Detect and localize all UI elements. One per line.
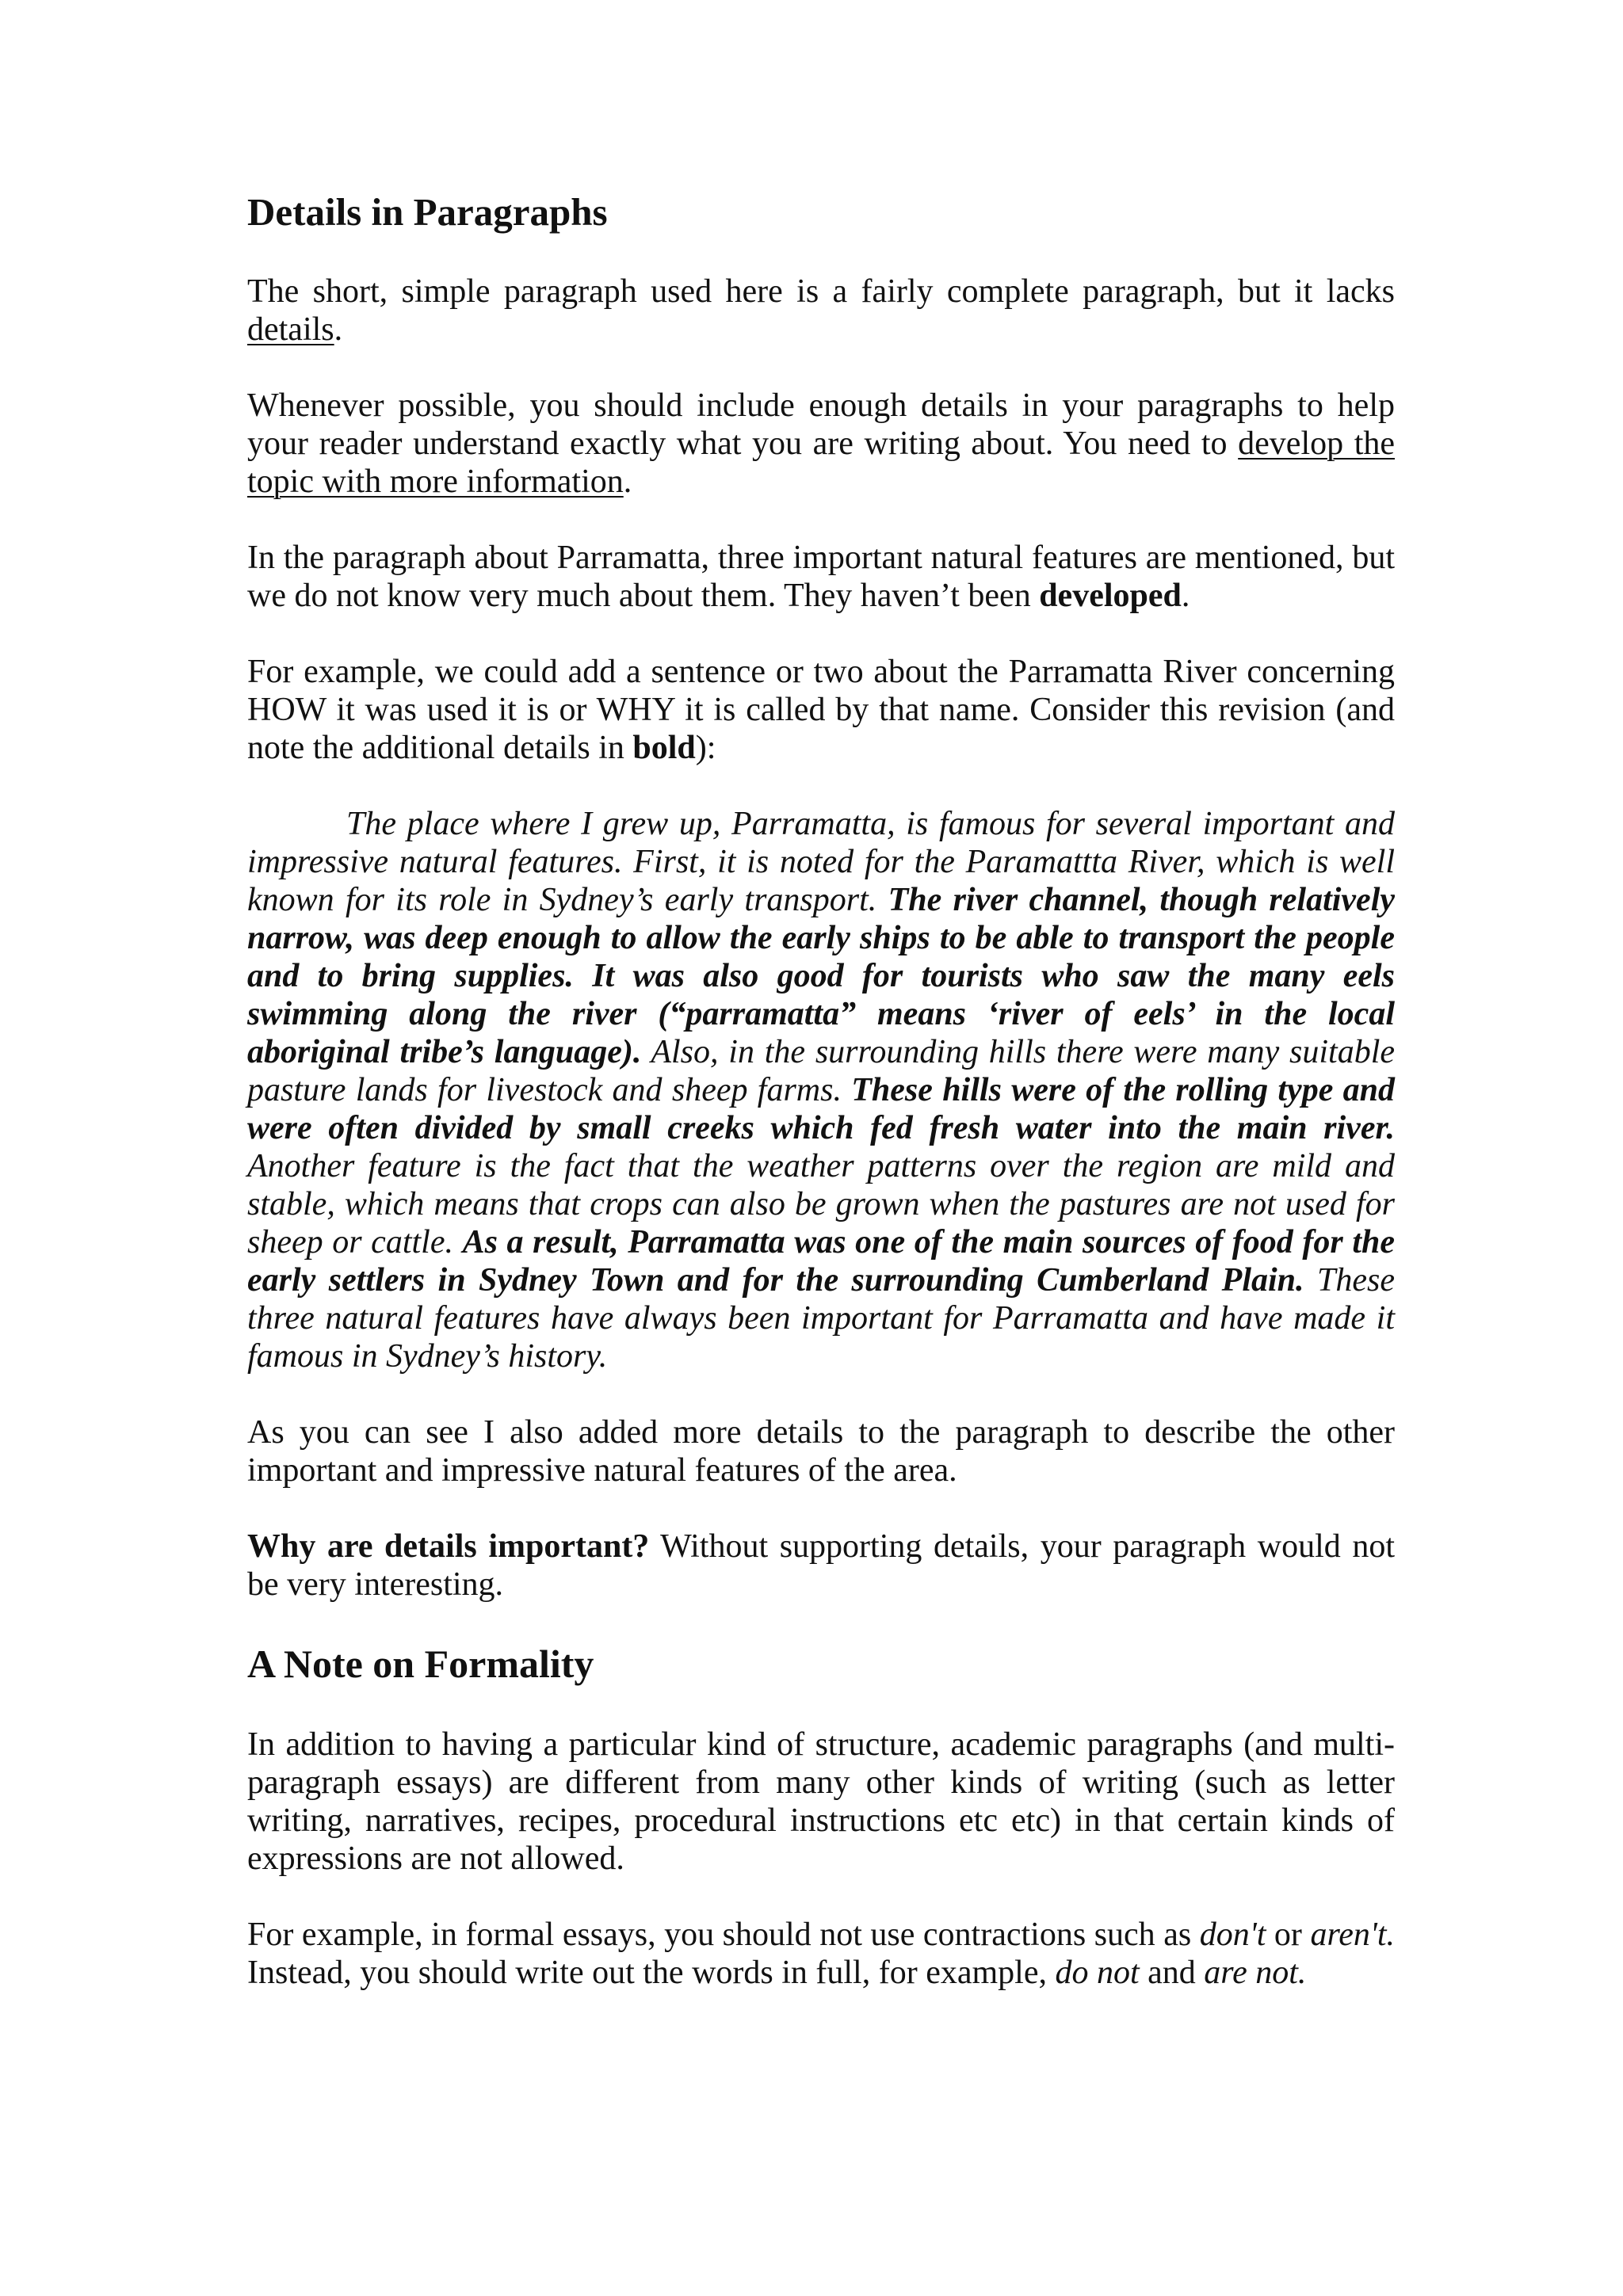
paragraph-intro: The short, simple paragraph used here is a fairly complete paragraph, but it lacks details. <box>247 273 1395 348</box>
contraction-example: don't <box>1199 1917 1266 1953</box>
paragraph-text: In the paragraph about Parramatta, three important natural features are mentioned, but we do not know very much about them. They haven’t been <box>247 540 1395 614</box>
paragraph-parramatta: In the paragraph about Parramatta, three important natural features are mentioned, but we do not know very much about them. They haven’t been developed. <box>247 540 1395 614</box>
bold-term: bold <box>632 730 696 766</box>
document-body <box>247 190 1395 2030</box>
contraction-example: aren't. <box>1310 1917 1396 1953</box>
develop-topic-underlined-term: develop the topic with more information <box>247 425 1396 500</box>
details-underlined-term: details <box>247 311 334 348</box>
section-heading-details: Details in Paragraphs <box>247 190 608 234</box>
paragraph-text: Whenever possible, you should include enough details in your paragraphs to help your reader understand exactly what you are writing about. You need to <box>247 387 1395 462</box>
example-sentence: The place where I grew up, Parramatta, is famous for several important and impressive natural features. First, it is noted for the Paramattta River, which is well known for its role in Sydney’s early transport. <box>247 806 1395 918</box>
added-detail-bold: The river channel, though relatively narrow, was deep enough to allow the early ships to be able to transport the people and to bring supplies. It was also good for tourists who saw the many eels swimming along the river (“parramatta” means ‘river of eels’ in the local aboriginal tribe’s language). <box>247 882 1395 1070</box>
paragraph-as-you-can-see: As you can see I also added more details to the paragraph to describe the other important and impressive natural features of the area. <box>247 1414 1395 1489</box>
paragraph-why-details <box>247 1527 1395 1604</box>
paragraph-text: The short, simple paragraph used here is a fairly complete paragraph, but it lacks <box>247 273 1395 310</box>
paragraph-whenever: Whenever possible, you should include enough details in your paragraphs to help your reader understand exactly what you are writing about. You need to develop the topic with more information. <box>247 387 1396 500</box>
revised-paragraph-example <box>247 805 1395 1375</box>
developed-bold-term: developed <box>1039 578 1182 614</box>
section-heading-formality: A Note on Formality <box>247 1642 594 1686</box>
full-form-example: are not. <box>1204 1955 1307 1991</box>
example-sentence: Another feature is the fact that the weather patterns over the region are mild and stable, which means that crops can also be grown when the pastures are not used for sheep or cattle. <box>247 1148 1395 1261</box>
paragraph-text: Without supporting details, your paragraph would not be very interesting. <box>247 1528 1396 1603</box>
example-sentence: These three natural features have always been important for Parramatta and have made it famous in Sydney’s history. <box>247 1262 1395 1375</box>
example-sentence: Also, in the surrounding hills there were many suitable pasture lands for livestock and sheep farms. <box>247 1034 1396 1108</box>
full-form-example: do not <box>1055 1955 1140 1991</box>
paragraph-formality: In addition to having a particular kind of structure, academic paragraphs (and multi-paragraph essays) are different from many other kinds of writing (such as letter writing, narratives, recipes, procedural instructions etc etc) in that certain kinds of expressions are not allowed. <box>247 1726 1395 1877</box>
why-details-question: Why are details important? <box>247 1528 650 1565</box>
paragraph-contractions: For example, in formal essays, you should not use contractions such as don't or aren't. Instead, you should write out the words in full, for example, do not and are not. <box>247 1917 1396 1991</box>
paragraph-text: For example, we could add a sentence or two about the Parramatta River concerning HOW it was used it is or WHY it is called by that name. Consider this revision (and note the additional details in <box>247 654 1395 766</box>
added-detail-bold: These hills were of the rolling type and were often divided by small creeks which fed fresh water into the main river. <box>247 1072 1395 1146</box>
added-detail-bold: As a result, Parramatta was one of the main sources of food for the early settlers in Sydney Town and for the surrounding Cumberland Plain. <box>247 1224 1395 1299</box>
paragraph-for-example: For example, we could add a sentence or two about the Parramatta River concerning HOW it was used it is or WHY it is called by that name. Consider this revision (and note the additional details in bold): <box>247 654 1395 766</box>
